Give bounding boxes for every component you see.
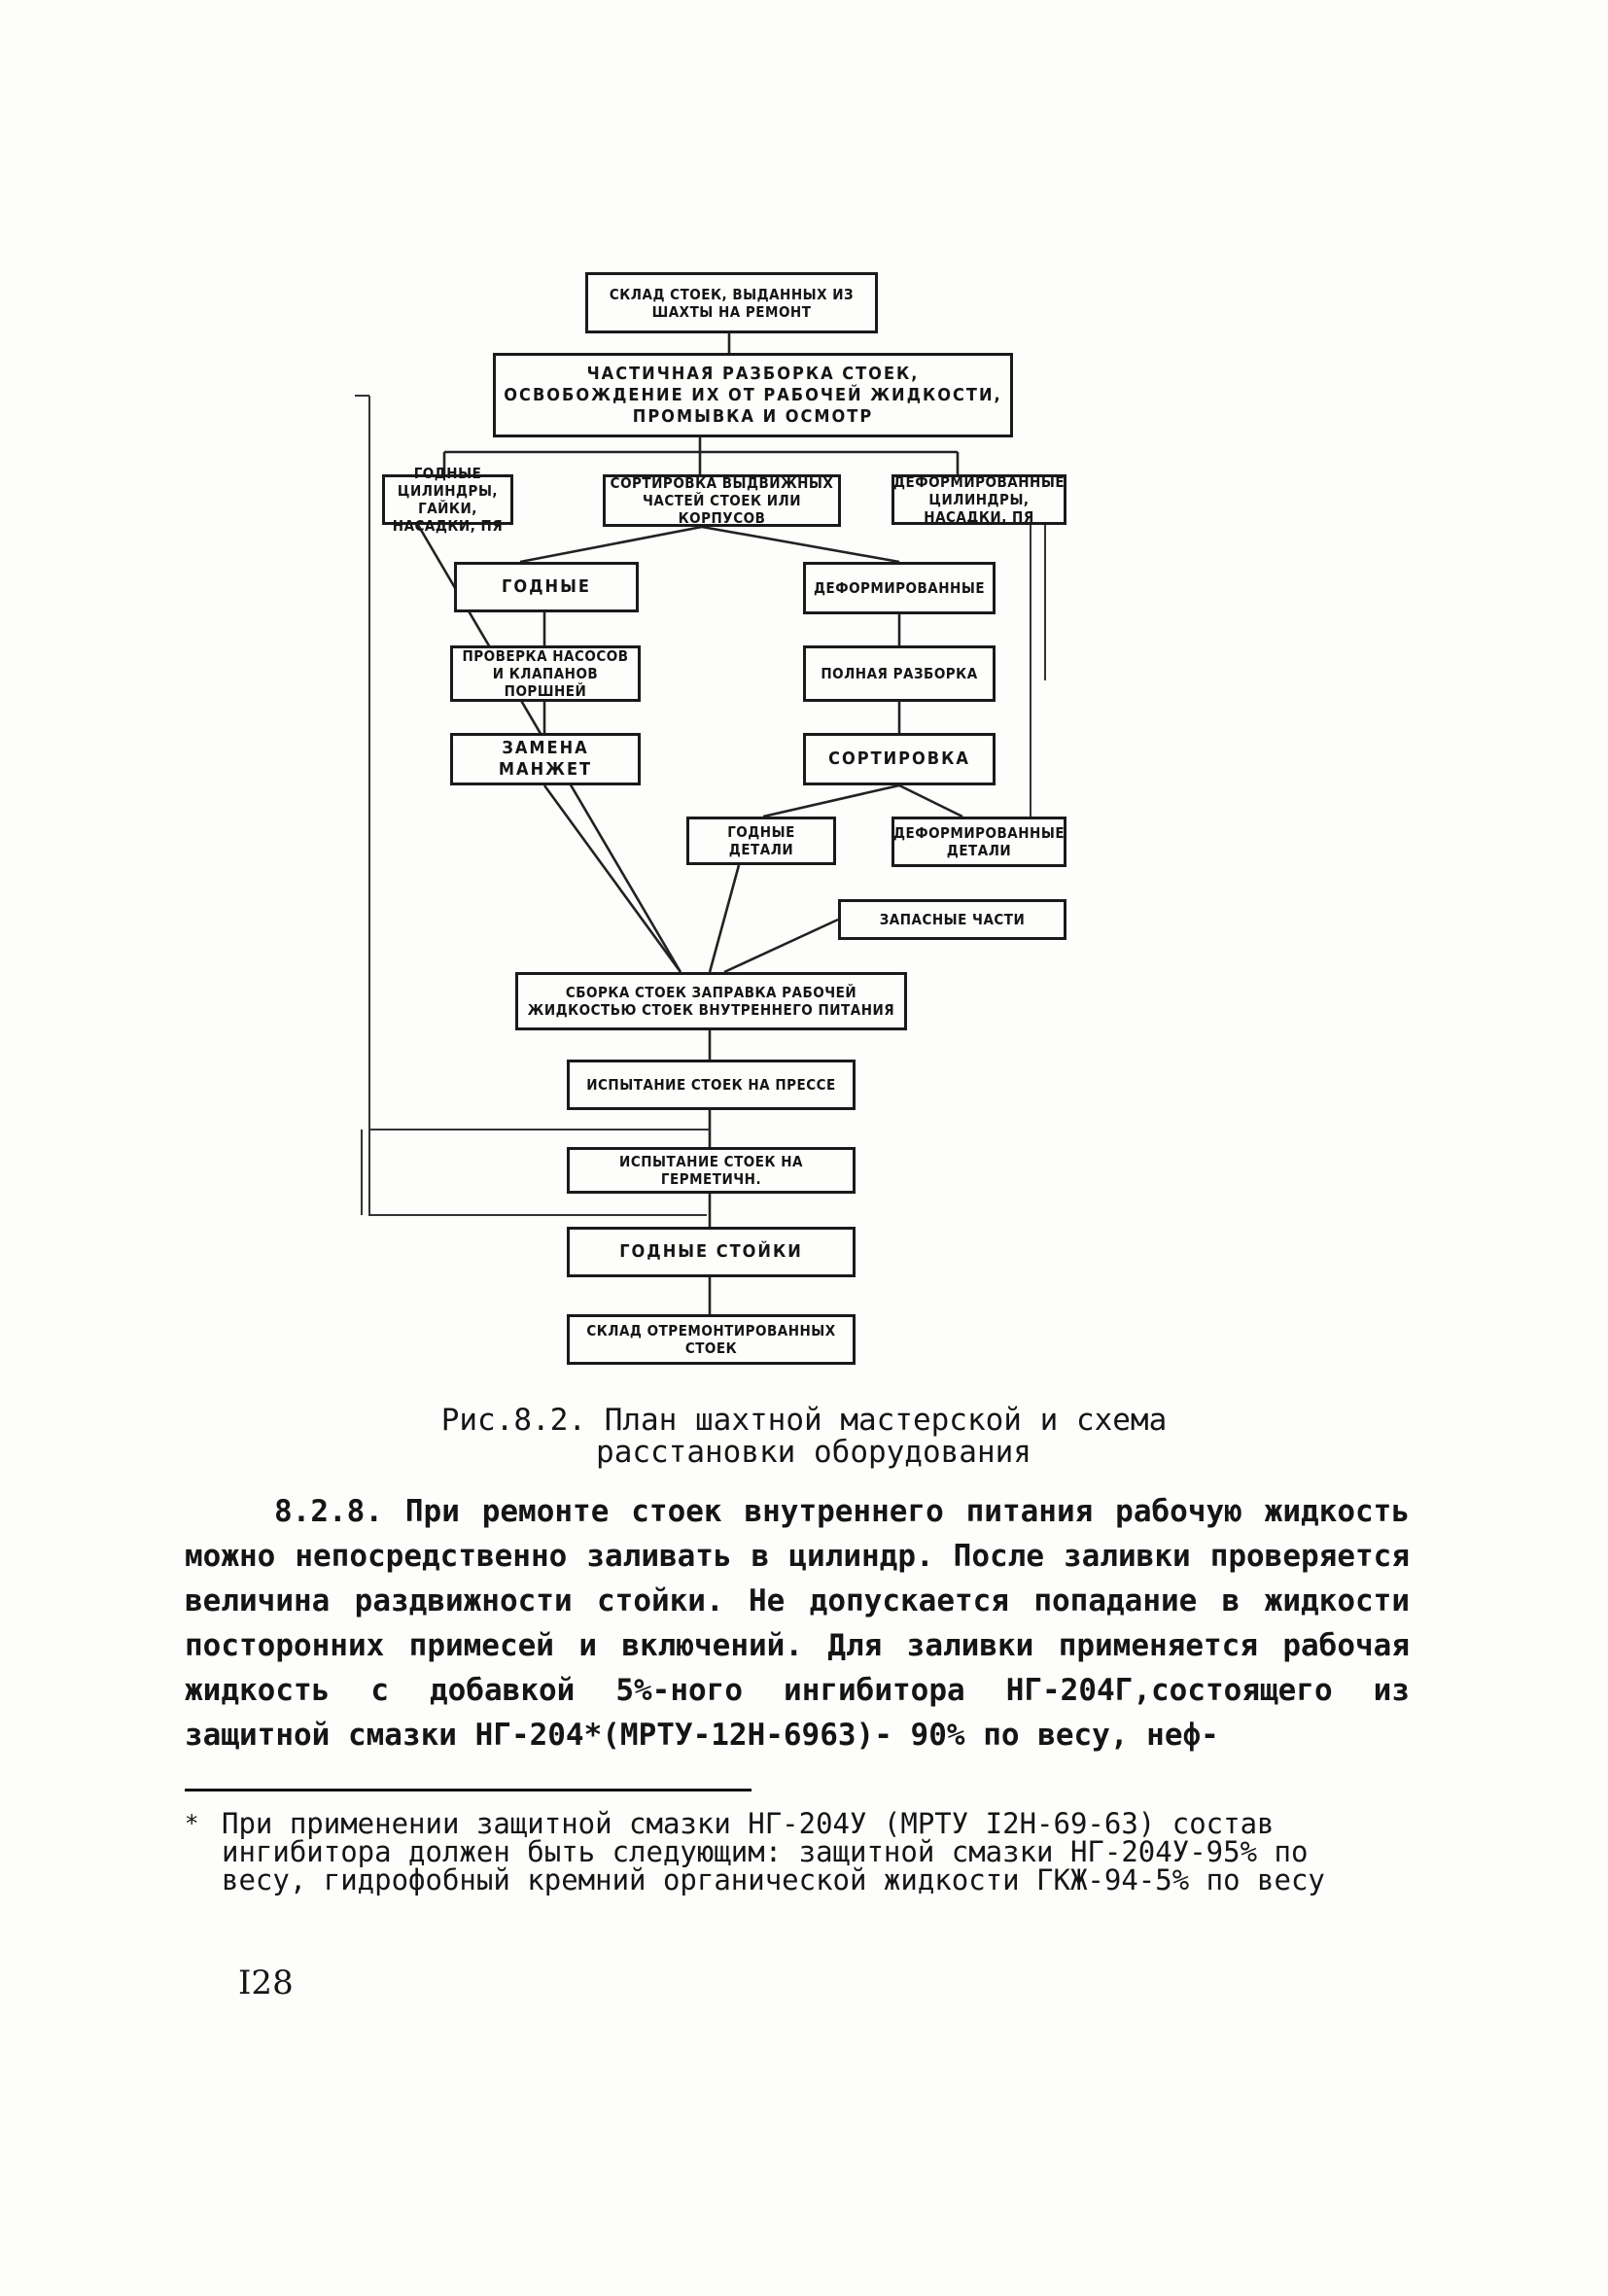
box-full-disassembly: ПОЛНАЯ РАЗБОРКА	[803, 645, 996, 702]
box-good: ГОДНЫЕ	[454, 562, 639, 612]
box-sorting-parts: СОРТИРОВКА ВЫДВИЖНЫХ ЧАСТЕЙ СТОЕК ИЛИ КОРПУСОВ	[603, 474, 841, 527]
page-number: I28	[238, 1964, 294, 2002]
box-deformed: ДЕФОРМИРОВАННЫЕ	[803, 562, 996, 614]
connector-line	[710, 865, 739, 972]
connector-line	[763, 785, 899, 817]
footnote	[185, 1807, 1390, 1896]
figure-caption-line2: расстановки оборудования	[596, 1435, 1031, 1470]
figure-caption-line1: Рис.8.2. План шахтной мастерской и схема	[440, 1403, 1168, 1438]
box-good-parts: ГОДНЫЕ ДЕТАЛИ	[686, 817, 836, 865]
footnote-mark: *	[185, 1810, 199, 1837]
box-cuff-replace: ЗАМЕНА МАНЖЕТ	[450, 733, 641, 785]
box-good-props: ГОДНЫЕ СТОЙКИ	[567, 1227, 856, 1277]
box-disassembly: ЧАСТИЧНАЯ РАЗБОРКА СТОЕК, ОСВОБОЖДЕНИЕ ИХ ОТ РАБОЧЕЙ ЖИДКОСТИ, ПРОМЫВКА И ОСМОТР	[493, 353, 1013, 437]
box-warehouse-out: СКЛАД ОТРЕМОНТИРОВАННЫХ СТОЕК	[567, 1314, 856, 1365]
box-good-cylinders: ГОДНЫЕ ЦИЛИНДРЫ, ГАЙКИ, НАСАДКИ, ПЯ	[382, 474, 513, 525]
box-pump-check: ПРОВЕРКА НАСОСОВ И КЛАПАНОВ ПОРШНЕЙ	[450, 645, 641, 702]
box-seal-test: ИСПЫТАНИЕ СТОЕК НА ГЕРМЕТИЧН.	[567, 1147, 856, 1194]
body-paragraph: 8.2.8. При ремонте стоек внутреннего питания рабочую жидкость можно непосредственно заливать в цилиндр. После заливки проверяется величина раздвижности стойки. Не допускается попадание в жидкости посторонних примесей и включений. Для заливки применяется рабочая жидкость с добавкой 5%-ного ингибитора НГ-204Г,состоящего из защитной смазки НГ-204*(МРТУ-12Н-6963)- 90% по весу, неф-	[185, 1494, 1410, 1753]
footnote-text: При применении защитной смазки НГ-204У (МРТУ I2Н-69-63) состав ингибитора должен быть следующим: защитной смазки НГ-204У-95% по весу, гидрофобный кремний органической жидкости ГКЖ-94-5% по весу	[222, 1807, 1325, 1896]
box-sorting: СОРТИРОВКА	[803, 733, 996, 785]
connector-line	[544, 785, 681, 972]
box-assembly: СБОРКА СТОЕК ЗАПРАВКА РАБОЧЕЙ ЖИДКОСТЬЮ СТОЕК ВНУТРЕННЕГО ПИТАНИЯ	[515, 972, 907, 1030]
box-deformed-parts: ДЕФОРМИРОВАННЫЕ ДЕТАЛИ	[891, 817, 1066, 867]
box-deformed-left: ДЕФОРМИРОВАННЫЕ ЦИЛИНДРЫ, НАСАДКИ, ПЯ	[892, 473, 1066, 526]
footnote-divider	[185, 1789, 752, 1792]
box-spare-parts: ЗАПАСНЫЕ ЧАСТИ	[838, 899, 1066, 940]
connector-line	[702, 527, 899, 562]
box-warehouse-in: СКЛАД СТОЕК, ВЫДАННЫХ ИЗ ШАХТЫ НА РЕМОНТ	[585, 272, 878, 333]
connector-line	[724, 920, 838, 972]
connector-line	[899, 785, 962, 817]
box-press-test: ИСПЫТАНИЕ СТОЕК НА ПРЕССЕ	[567, 1060, 856, 1110]
connector-line	[520, 527, 702, 562]
